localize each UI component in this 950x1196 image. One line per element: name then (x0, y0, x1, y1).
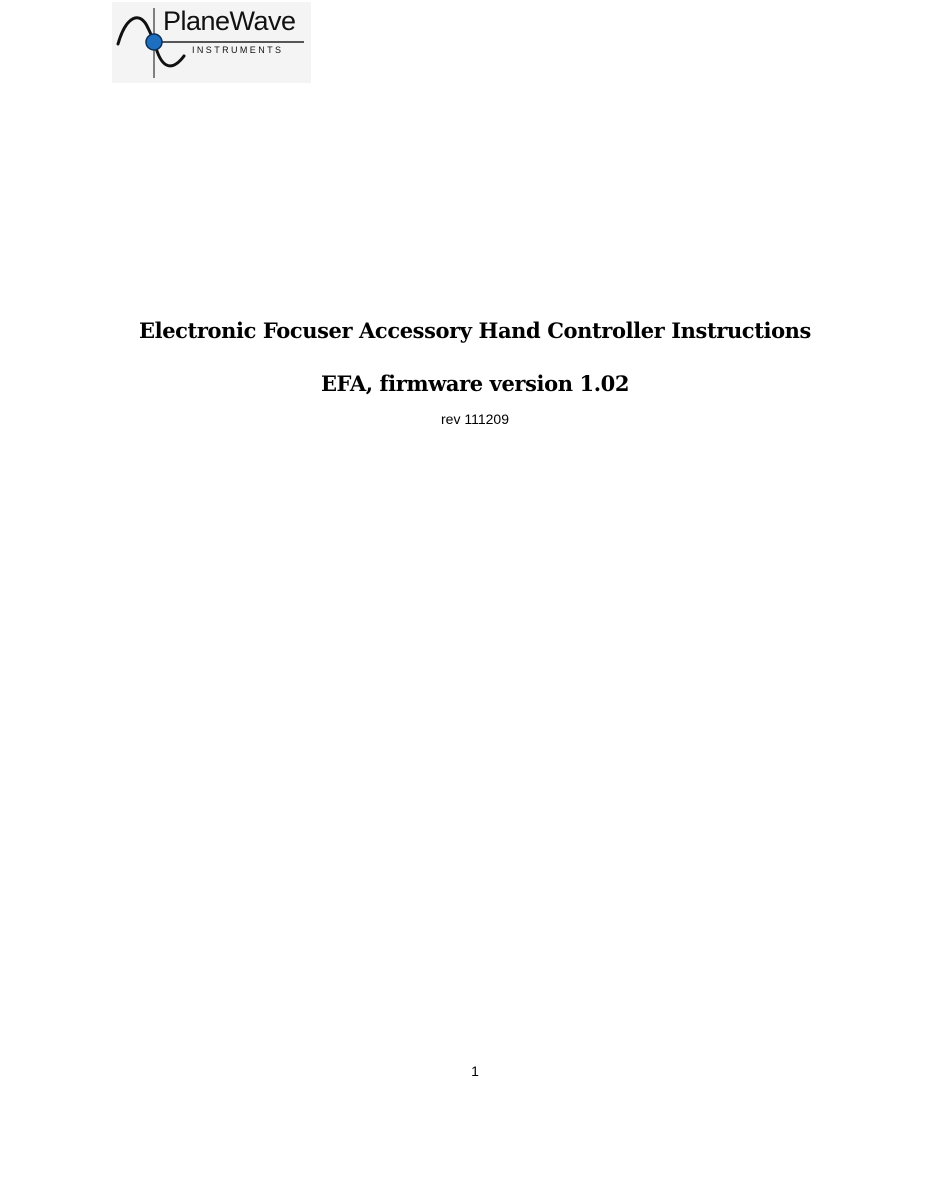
revision-label: rev 111209 (441, 411, 509, 427)
document-subtitle: EFA, firmware version 1.02 (320, 371, 630, 396)
page-number: 1 (471, 1063, 479, 1079)
logo-name: PlaneWave (163, 6, 296, 36)
document-title: Electronic Focuser Accessory Hand Controller Instructions (139, 318, 811, 343)
logo-subtitle: INSTRUMENTS (192, 45, 284, 55)
planewave-logo (112, 2, 311, 83)
